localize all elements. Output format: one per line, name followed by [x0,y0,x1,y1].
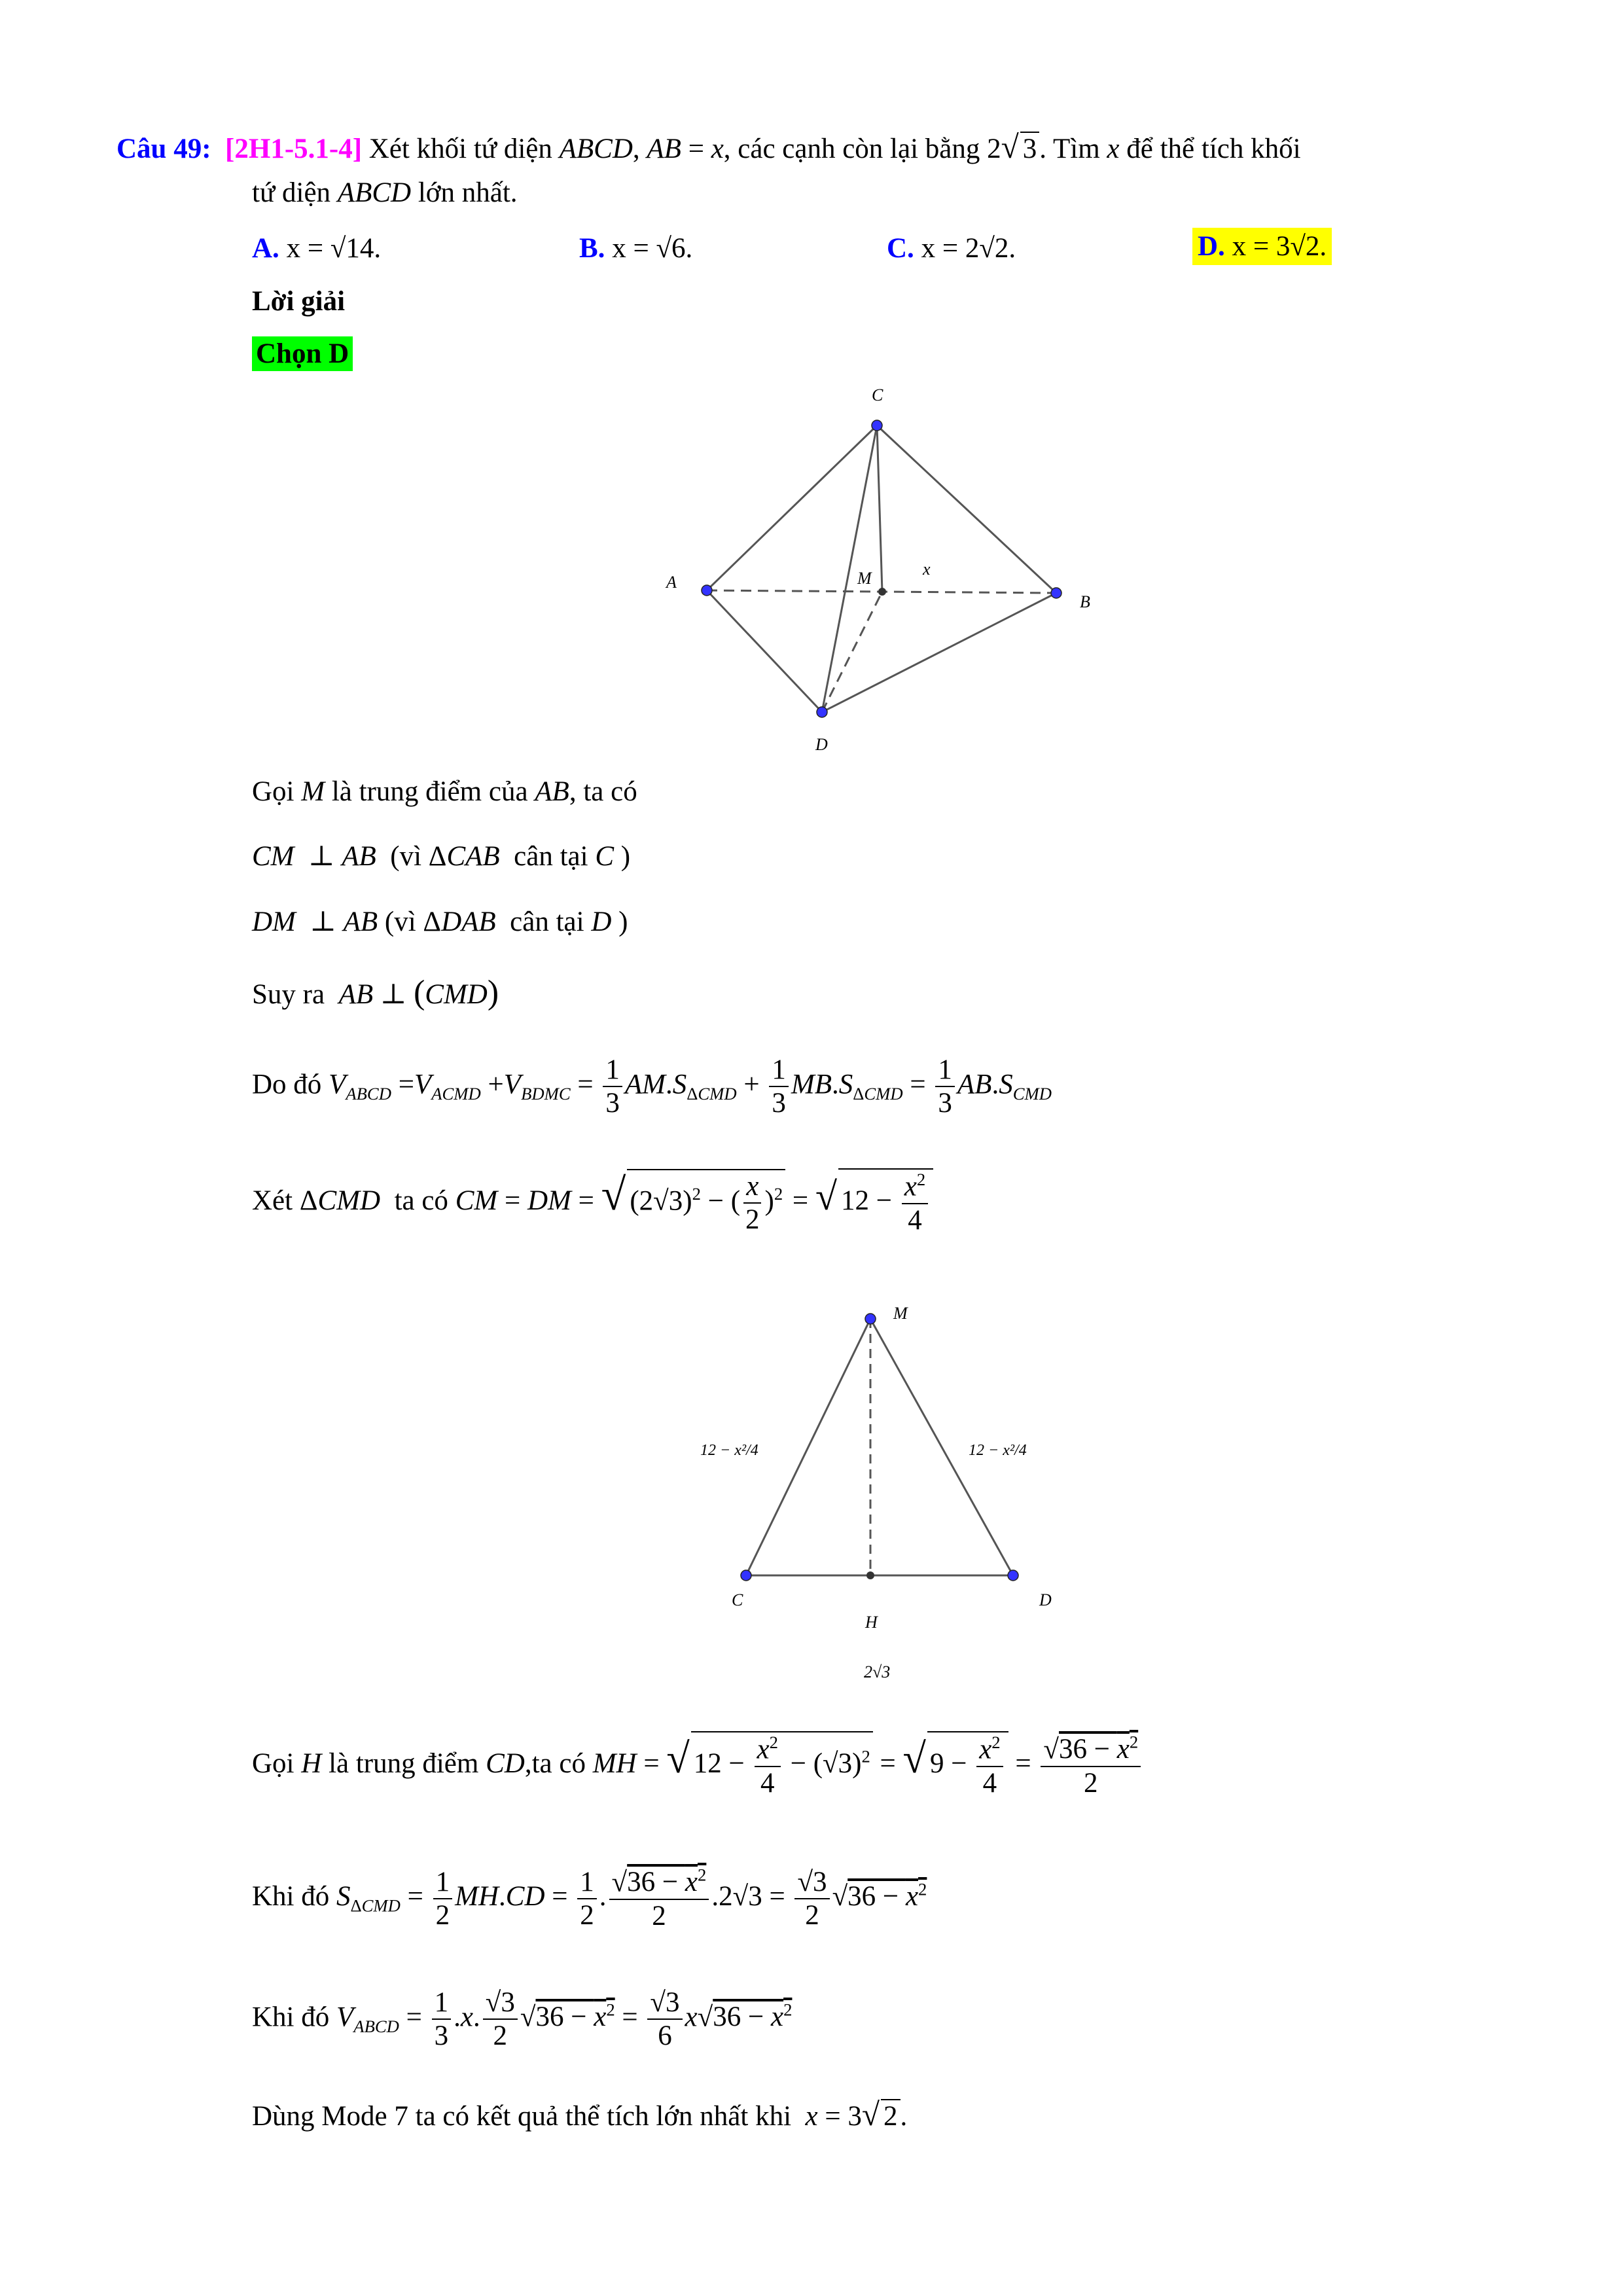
question-text-4: để thể tích khối [1126,134,1301,164]
solution-heading: Lời giải [252,286,346,317]
option-d-value: x = 3√2. [1232,231,1327,262]
label-m: M [857,569,872,588]
option-d-letter: D. [1198,231,1225,262]
question-text-5: tứ diện [252,177,331,208]
option-b-value: x = √6. [612,233,693,264]
label-a: A [666,573,677,592]
point-d [817,707,827,717]
option-a-letter: A. [252,233,279,264]
label-c: C [872,386,883,404]
solution-line-2: CM ⊥ AB (vì ΔCAB cân tại C ) [252,841,631,872]
option-c[interactable] [887,232,1016,264]
option-d[interactable] [1192,228,1332,265]
option-c-letter: C. [887,233,914,264]
solution-line-8: Khi đó $S_{\Delta CMD}$ = $\frac{1}{2}$ MH.CD = $\frac{1}{2}$ . $\frac{√36 - x^2}{2}$ .2√3 = $\frac{√3}{2}$ $√36 - x^2$ [252,1865,927,1931]
side-mc [746,1319,870,1575]
option-b-letter: B. [579,233,605,264]
side-label-right: 12 − x²/4 [969,1442,1027,1459]
question-text-3: . Tìm [1039,134,1100,164]
point-m [878,588,886,596]
edge-cb [877,425,1056,593]
question-text-6: lớn nhất. [418,177,518,208]
point-d2 [1008,1570,1018,1581]
question-tag: [2H1-5.1-4] [225,134,363,164]
edge-cm [877,425,882,592]
point-c2 [741,1570,751,1581]
solution-line-3: DM ⊥ AB (vì ΔDAB cân tại D ) [252,906,628,937]
tetrahedron-figure [628,380,1126,759]
edge-ad [707,590,822,712]
edge-ac [707,425,877,590]
solution-line-10: Dùng Mode 7 ta có kết quả thể tích lớn nhất khi x = 3√ 2. [252,2096,908,2132]
option-b[interactable] [579,232,692,264]
point-h [866,1571,874,1579]
label-b: B [1080,592,1090,611]
base-label: 2√3 [864,1662,891,1681]
option-c-value: x = 2√2. [921,233,1016,264]
solution-line-1: Gọi M là trung điểm của AB, ta có [252,776,637,807]
point-b [1051,588,1061,598]
label-m2: M [893,1304,908,1323]
point-a [702,585,712,596]
edge-db [822,593,1056,712]
option-a-value: x = √14. [286,233,382,264]
solution-line-7: Gọi H là trung điểm CD,ta có MH = √ 12 − $\frac{x^2}{4}$ − $(√3)^2$ = √ 9 − $\frac{x^2}{4}$ = $\frac{√36 - x^2}{2}$ [252,1731,1143,1799]
solution-line-4: Suy ra AB ⊥ (CMD) [252,974,499,1011]
question-label: Câu 49: [116,134,211,164]
solution-choice: Chọn D [252,336,353,371]
side-label-left: 12 − x²/4 [700,1442,758,1459]
label-d: D [815,735,828,754]
point-c [872,420,882,431]
question-line-2: tứ diện ABCD lớn nhất. [252,177,518,208]
solution-line-9: Khi đó $V_{ABCD}$ = $\frac{1}{3}$ .x. $\frac{√3}{2}$ $√36 - x^2$ = $\frac{√3}{6}$ $x√36 - x^2$ [252,1987,793,2052]
triangle-cmd-figure [681,1293,1086,1685]
label-d2: D [1039,1590,1052,1609]
point-m2 [865,1314,876,1324]
option-a[interactable] [252,232,381,264]
edge-dm-dashed [822,592,882,712]
question-text-2: , các cạnh còn lại bằng [723,134,980,164]
label-x: x [923,560,931,579]
label-c2: C [732,1590,743,1609]
question-line-1: Câu 49: [2H1-5.1-4] Xét khối tứ diện ABCD, AB = x, các cạnh còn lại bằng 2√ 3. Tìm x để thể tích khối [116,129,1301,165]
question-text-1: Xét khối tứ diện [368,134,552,164]
solution-line-5: Do đó $V_{ABCD} =V_{ACMD} +V_{BDMC}$ = $\frac{1}{3}$ $AM.S_{\Delta CMD}$ + $\frac{1}{3}$ $MB.S_{\Delta CMD}$ = $\frac{1}{3}$ $AB.S_{CMD}$ [252,1054,1052,1119]
solution-line-6: Xét ΔCMD ta có CM = DM = √ $(2√3)^2$ − ( $\frac{x}{2}$ )$^2$ = √ 12 − $\frac{x^2}{4}$ [252,1168,933,1236]
label-h: H [865,1613,878,1632]
